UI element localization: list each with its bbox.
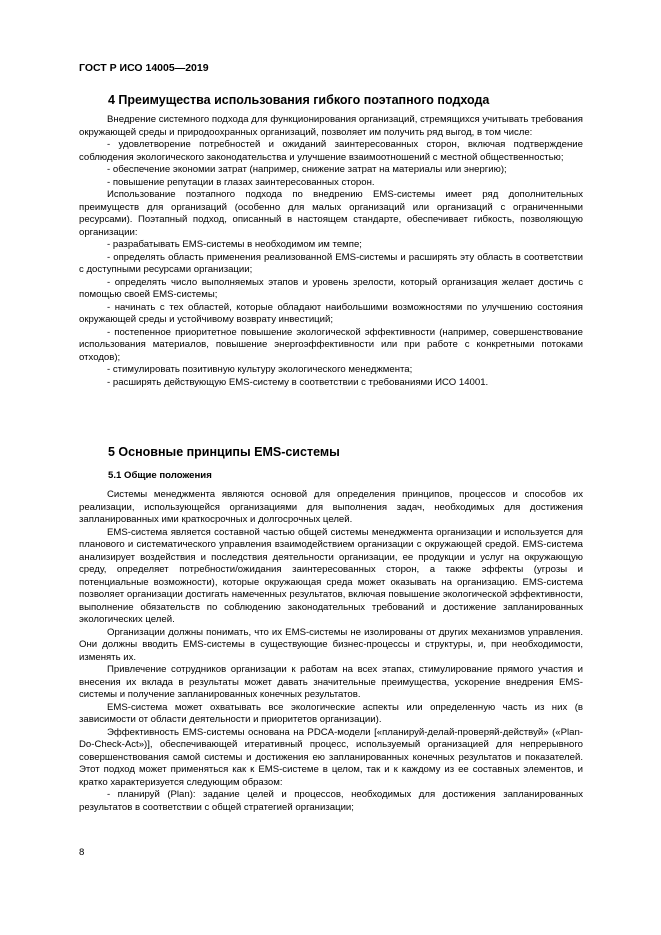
list-item: - расширять действующую EMS-систему в соответствии с требованиями ИСО 14001. (107, 376, 489, 388)
section-4-title: 4 Преимущества использования гибкого поэтапного подхода (108, 93, 490, 107)
section-5-body (79, 489, 583, 814)
list-item: - повышение репутации в глазах заинтересованных сторон. (107, 176, 375, 188)
paragraph: EMS-система может охватывать все экологические аспекты или определенную часть из них (в зависимости от области деятельности и приоритетов организации). (79, 701, 583, 725)
list-item: - стимулировать позитивную культуру экологического менеджмента; (107, 364, 413, 375)
list-item: - разрабатывать EMS-системы в необходимом им темпе; (107, 239, 362, 250)
list-item: - определять число выполняемых этапов и уровень зрелости, который организация желает достичь с помощью своей EMS-системы; (79, 276, 583, 300)
paragraph: Внедрение системного подхода для функционирования организаций, стремящихся учитывать требования окружающей среды и природоохранных организаций, позволяет им получить ряд выгод, в том числе: (79, 114, 583, 138)
document-header: ГОСТ Р ИСО 14005—2019 (79, 62, 209, 74)
section-5-title: 5 Основные принципы EMS-системы (108, 445, 340, 459)
list-item: - удовлетворение потребностей и ожиданий заинтересованных сторон, включая подтверждение соблюдения экологического законодательства и улучшение взаимоотношений с местной общественностью; (79, 139, 583, 163)
page-number: 8 (79, 847, 85, 858)
list-item: - определять область применения реализованной EMS-системы и расширять эту область в соответствии с доступными ресурсами организации; (79, 251, 583, 275)
paragraph: EMS-система является составной частью общей системы менеджмента организации и используется для планового и систематического управления взаимодействием организации с окружающей средой. EMS-система анализирует воздействия и последствия деятельности организации, ее продукции и услуг на окружающую среду, определяет потребности/ожидания заинтересованных сторон, а также эффекты (угрозы и потенциальные возможности), которые окружающая среда может оказывать на организацию. EMS-система позволяет организации достигать намеченных результатов, включая повышение экологической эффективности, выполнение обязательств по соблюдению законодательных требований и достижение запланированных экологических целей. (79, 526, 583, 625)
list-item: - постепенное приоритетное повышение экологической эффективности (например, совершенствование использования материалов, повышение энергоэффективности или при работе с конкретными потоками отходов); (79, 326, 583, 363)
paragraph: Привлечение сотрудников организации к работам на всех этапах, стимулирование прямого участия и внесения их вклада в результаты может давать значительные преимущества, ускорение внедрения EMS-системы и получение запланированных конечных результатов. (79, 664, 583, 700)
paragraph: Использование поэтапного подхода по внедрению EMS-системы имеет ряд дополнительных преимуществ для организаций (особенно для малых организаций или организаций с ограниченными ресурсами). Поэтапный подход, описанный в настоящем стандарте, обеспечивает гибкость, позволяющую организации: (79, 189, 583, 238)
list-item: - начинать с тех областей, которые обладают наибольшими возможностями по улучшению состояния окружающей среды и устойчивому возврату инвестиций; (79, 301, 583, 325)
section-4-body (79, 114, 583, 389)
paragraph: Системы менеджмента являются основой для определения принципов, процессов и способов их реализации, использующейся организациями для выполнения задач, необходимых для достижения запланированных ими краткосрочных и долгосрочных целей. (79, 489, 583, 525)
paragraph: Эффективность EMS-системы основана на PDCA-модели [«планируй-делай-проверяй-действуй» («Plan-Do-Check-Act»)], обеспечивающей итеративный процесс, используемый организацией для непрерывного совершенствования самой системы и достижения ею запланированных конечных результатов и показателей. Этот подход может применяться как к EMS-системе в целом, так и к каждому из ее составных элементов, и кратко характеризуется следующим образом: (79, 726, 583, 788)
list-item: - планируй (Plan): задание целей и процессов, необходимых для достижения запланированных результатов в соответствии с общей стратегией организации; (79, 789, 583, 813)
paragraph: Организации должны понимать, что их EMS-системы не изолированы от других механизмов управления. Они должны вводить EMS-системы в существующие бизнес-процессы и структуры, и, при необходимости, изменять их. (79, 626, 583, 663)
list-item: - обеспечение экономии затрат (например, снижение затрат на материалы или энергию); (107, 164, 507, 175)
subsection-5-1-title: 5.1 Общие положения (108, 470, 212, 481)
